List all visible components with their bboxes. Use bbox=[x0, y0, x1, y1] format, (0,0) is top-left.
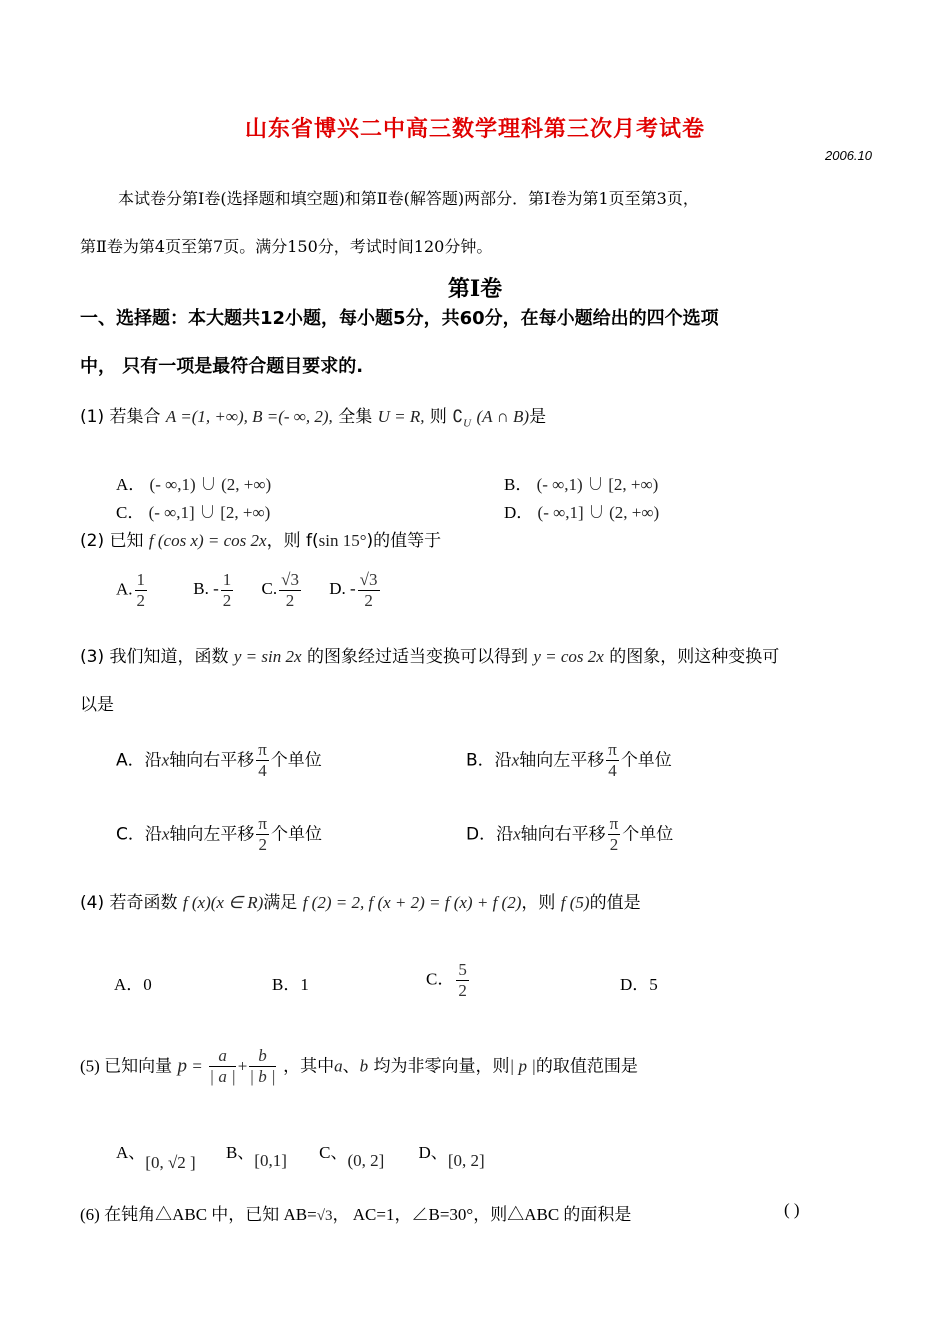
q5-c-value: (0, 2] bbox=[347, 1151, 385, 1170]
q3-c-var: x bbox=[161, 824, 170, 844]
q1-option-c-label: C． bbox=[116, 503, 145, 522]
question-5 bbox=[80, 1046, 638, 1087]
q4-suffix: 的值是 bbox=[589, 893, 641, 913]
q6-suffix: ， AC=1，∠B=30°，则△ABC 的面积是 bbox=[332, 1205, 632, 1224]
q6-ab: √3 bbox=[316, 1208, 333, 1224]
q1-option-d-label: D． bbox=[504, 503, 534, 522]
q1-option-b bbox=[504, 470, 658, 495]
section-heading-line-1: 一、选择题：本大题共12小题，每小题5分，共60分，在每小题给出的四个选项 bbox=[80, 308, 719, 329]
q4-option-c bbox=[426, 960, 471, 1001]
q2-c-den: 2 bbox=[285, 591, 295, 610]
q5-d-value: [0, 2] bbox=[447, 1151, 485, 1170]
q1-prefix: (1) 若集合 bbox=[80, 407, 161, 427]
q3-b-den: 4 bbox=[608, 761, 617, 780]
q3-prefix: (3) 我们知道，函数 bbox=[80, 647, 229, 667]
q3-b-text: 轴向左平移 bbox=[519, 750, 605, 771]
q1-option-b-text: (- ∞,1) ∪ [2, +∞) bbox=[536, 475, 659, 494]
q2-option-d-label: D. - bbox=[329, 579, 356, 599]
q6-prefix: (6) 在钝角△ABC 中，已知 AB= bbox=[80, 1205, 317, 1224]
q2-option-b-fraction bbox=[221, 570, 234, 611]
q5-frac-a-num: a bbox=[209, 1046, 235, 1067]
q1-expr: (A ∩ B) bbox=[476, 407, 530, 426]
question-6 bbox=[80, 1200, 631, 1225]
question-2 bbox=[80, 526, 441, 551]
q2-option-c-fraction bbox=[279, 570, 301, 611]
q2-mid: ，则 f( bbox=[266, 531, 319, 551]
q2-option-a-fraction bbox=[135, 570, 148, 611]
q1-then: 则 bbox=[429, 407, 447, 427]
q5-a-value: [0, √2 ] bbox=[145, 1153, 196, 1172]
exam-date: 2006.10 bbox=[825, 148, 872, 163]
question-4 bbox=[80, 888, 641, 913]
q3-option-a bbox=[116, 740, 322, 781]
q1-option-b-label: B． bbox=[504, 475, 533, 494]
q1-option-c-text: (- ∞,1] ∪ [2, +∞) bbox=[148, 503, 271, 522]
q3-line-2: 以是 bbox=[80, 695, 114, 715]
q5-eq: = bbox=[192, 1056, 202, 1076]
q5-frac-a-den: | a | bbox=[209, 1067, 236, 1086]
q4-ask: f (5) bbox=[560, 893, 590, 912]
q3-option-d bbox=[466, 814, 673, 855]
q3-d-label: D．沿 bbox=[466, 824, 514, 845]
q3-option-b bbox=[466, 740, 672, 781]
q3-b-fraction bbox=[606, 740, 619, 781]
q4-option-d: D．5 bbox=[620, 975, 658, 994]
q1-option-a-text: (- ∞,1) ∪ (2, +∞) bbox=[149, 475, 272, 494]
q2-expr: f (cos x) = cos 2x bbox=[148, 531, 267, 550]
q3-f1: y = sin 2x bbox=[233, 647, 302, 666]
q3-a-den: 4 bbox=[258, 761, 267, 780]
q5-fraction-a bbox=[209, 1046, 235, 1087]
q3-a-label: A．沿 bbox=[116, 750, 162, 771]
q3-f2: y = cos 2x bbox=[533, 647, 604, 666]
q2-c-num: √3 bbox=[281, 570, 299, 589]
q4-c-label: C． bbox=[426, 969, 455, 989]
q5-suffix: 的取值范围是 bbox=[535, 1056, 638, 1076]
q2-a-num: 1 bbox=[136, 570, 146, 589]
q2-option-b-label: B. - bbox=[193, 579, 219, 599]
q1-complement-subscript: U bbox=[463, 417, 472, 430]
q3-b-unit: 个单位 bbox=[620, 750, 672, 771]
q5-b-value: [0,1] bbox=[254, 1151, 287, 1170]
q5-c-label: C、 bbox=[319, 1143, 348, 1162]
q1-option-d-text: (- ∞,1] ∪ (2, +∞) bbox=[537, 503, 660, 522]
question-1 bbox=[80, 402, 546, 429]
q5-options bbox=[116, 1138, 485, 1172]
q4-prefix: (4) 若奇函数 bbox=[80, 893, 178, 913]
q2-option-a-label: A. bbox=[116, 579, 133, 599]
q3-b-num: π bbox=[608, 740, 617, 759]
q3-a-unit: 个单位 bbox=[270, 750, 322, 771]
q5-b-label: B、 bbox=[225, 1143, 255, 1162]
q3-d-unit: 个单位 bbox=[622, 824, 674, 845]
q2-options bbox=[116, 570, 382, 611]
q1-option-a-label: A． bbox=[116, 475, 146, 494]
section-heading-line-2: 中， 只有一项是最符合题目要求的. bbox=[80, 356, 364, 377]
q3-a-fraction bbox=[256, 740, 269, 781]
q5-d-label: D、 bbox=[418, 1143, 448, 1162]
question-3 bbox=[80, 642, 779, 667]
q4-mid: 满足 bbox=[263, 893, 298, 913]
q3-d-var: x bbox=[513, 824, 521, 844]
q5-frac-b-num: b bbox=[249, 1046, 275, 1067]
q3-d-text: 轴向右平移 bbox=[520, 824, 606, 845]
q2-prefix: (2) 已知 bbox=[80, 531, 144, 551]
q3-d-num: π bbox=[609, 814, 619, 833]
complement-symbol: ∁ bbox=[452, 407, 464, 426]
q5-fraction-b bbox=[249, 1046, 275, 1087]
q4-option-a: A．0 bbox=[114, 975, 152, 994]
q3-c-fraction bbox=[256, 814, 269, 855]
q3-a-var: x bbox=[161, 750, 170, 770]
q3-b-label: B．沿 bbox=[466, 750, 512, 771]
q5-plus: + bbox=[237, 1056, 248, 1076]
q4-cond: f (2) = 2, f (x + 2) = f (x) + f (2) bbox=[302, 893, 522, 912]
q5-a: a bbox=[334, 1056, 343, 1076]
q2-suffix: )的值等于 bbox=[366, 531, 442, 551]
q5-mid2: 均为非零向量，则 bbox=[373, 1056, 510, 1076]
q3-c-den: 2 bbox=[258, 835, 267, 854]
q1-option-a bbox=[116, 470, 271, 495]
q3-c-num: π bbox=[258, 814, 268, 833]
q4-then: ，则 bbox=[521, 893, 556, 913]
q4-c-num: 5 bbox=[458, 960, 467, 979]
q6-answer-blank: ( ) bbox=[784, 1200, 800, 1219]
q5-prefix: (5) 已知向量 bbox=[80, 1056, 173, 1076]
q5-abs: | p | bbox=[509, 1056, 536, 1076]
q1-option-d bbox=[504, 498, 659, 523]
q2-d-den: 2 bbox=[364, 591, 373, 610]
q4-f: f (x)(x ∈ R) bbox=[182, 893, 264, 912]
q2-option-c-label: C. bbox=[261, 579, 278, 599]
q1-mid: 全集 bbox=[338, 407, 373, 427]
q2-option-d-fraction bbox=[358, 570, 380, 611]
q3-d-den: 2 bbox=[609, 835, 619, 854]
q5-b: b bbox=[359, 1056, 369, 1076]
q4-c-den: 2 bbox=[458, 981, 467, 1000]
q3-b-var: x bbox=[511, 750, 520, 770]
q3-a-num: π bbox=[258, 740, 267, 759]
q5-sep: 、 bbox=[342, 1056, 360, 1077]
q5-mid: ，其中 bbox=[283, 1056, 335, 1076]
q3-suffix: 的图象，则这种变换可 bbox=[609, 647, 780, 667]
q2-b-num: 1 bbox=[222, 570, 232, 589]
q1-suffix: 是 bbox=[529, 407, 547, 427]
q3-mid: 的图象经过适当变换可以得到 bbox=[306, 647, 528, 667]
q1-sets: A =(1, +∞), B =(- ∞, 2), bbox=[165, 407, 333, 426]
q1-universe: U = R, bbox=[377, 407, 425, 426]
intro-line-1: 本试卷分第Ⅰ卷(选择题和填空题)和第Ⅱ卷(解答题)两部分．第Ⅰ卷为第1页至第3页， bbox=[118, 189, 699, 208]
q2-b-den: 2 bbox=[222, 591, 232, 610]
q2-arg: sin 15° bbox=[318, 531, 367, 550]
q2-d-num: √3 bbox=[359, 570, 378, 589]
q1-option-c bbox=[116, 498, 270, 523]
q3-c-text: 轴向左平移 bbox=[169, 824, 255, 845]
q3-c-unit: 个单位 bbox=[271, 824, 323, 845]
section-title: 第Ⅰ卷 bbox=[447, 276, 503, 302]
q4-c-fraction bbox=[456, 960, 469, 1001]
q5-p: p bbox=[177, 1055, 187, 1077]
q3-a-text: 轴向右平移 bbox=[169, 750, 255, 771]
q5-a-label: A、 bbox=[116, 1143, 146, 1162]
q5-frac-b-den: | b | bbox=[249, 1067, 276, 1086]
q3-c-label: C．沿 bbox=[116, 824, 162, 845]
q3-option-c bbox=[116, 814, 322, 855]
intro-line-2: 第Ⅱ卷为第4页至第7页。满分150分，考试时间120分钟。 bbox=[80, 237, 493, 256]
q3-d-fraction bbox=[608, 814, 621, 855]
page-title: 山东省博兴二中高三数学理科第三次月考试卷 bbox=[244, 117, 705, 142]
q4-option-b: B．1 bbox=[272, 975, 309, 994]
q2-a-den: 2 bbox=[136, 591, 146, 610]
